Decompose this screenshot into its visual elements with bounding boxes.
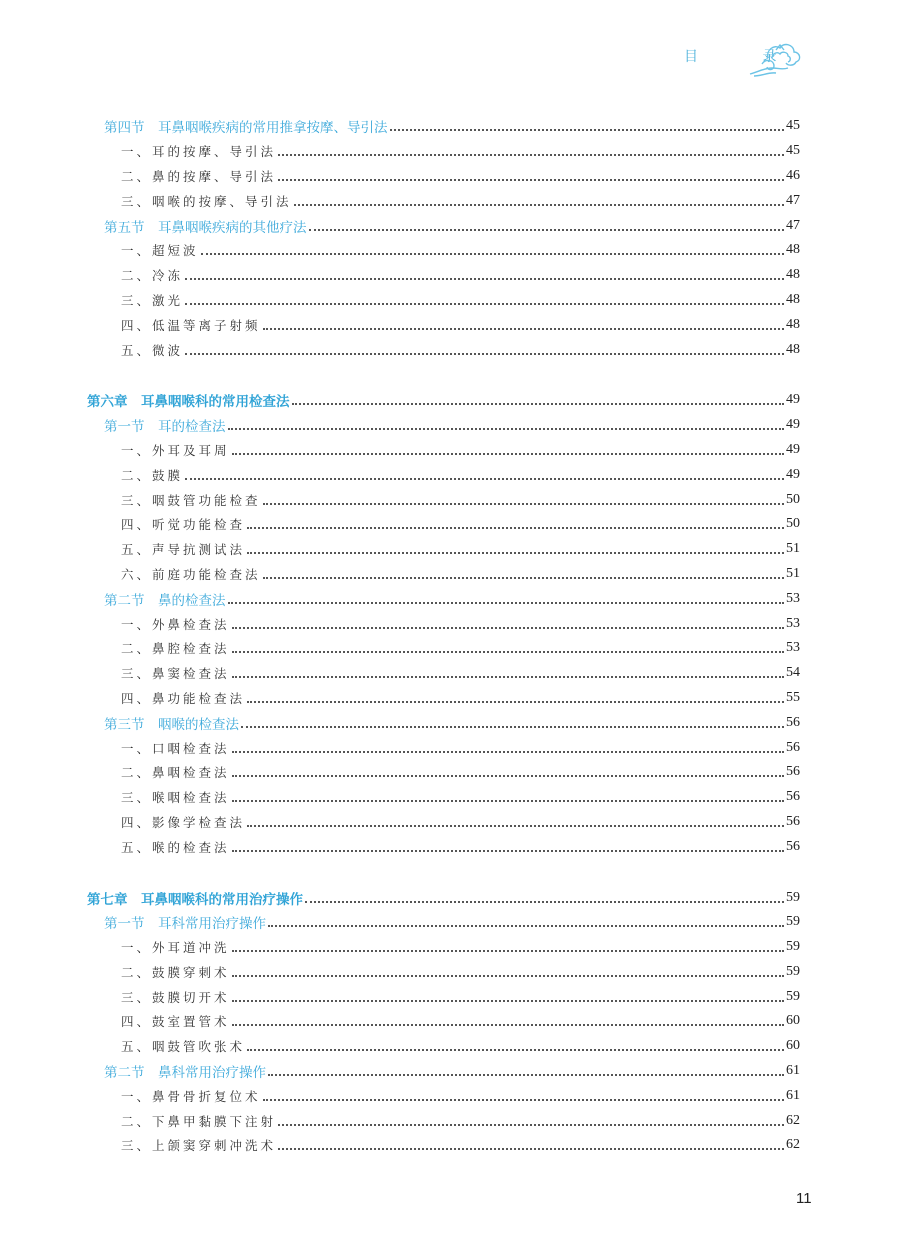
dot-leader xyxy=(232,950,784,952)
toc-entry-page: 53 xyxy=(786,640,800,656)
toc-entry-page: 56 xyxy=(786,714,800,730)
toc-entry-page: 56 xyxy=(786,813,800,829)
toc-entry-title: 第七章 耳鼻咽喉科的常用治疗操作 xyxy=(87,888,305,908)
dot-leader xyxy=(232,453,784,455)
dot-leader xyxy=(228,428,785,430)
toc-entry-page: 60 xyxy=(786,1013,800,1029)
dot-leader xyxy=(232,850,784,852)
toc-item[interactable] xyxy=(0,686,800,711)
toc-entry-page: 56 xyxy=(786,838,800,854)
toc-entry-title: 三、喉咽检查法 xyxy=(121,790,230,806)
toc-entry-title: 四、鼻功能检查法 xyxy=(121,690,246,706)
toc-entry-page: 51 xyxy=(786,541,800,557)
dot-leader xyxy=(232,1000,784,1002)
toc-entry-page: 46 xyxy=(786,167,800,183)
dot-leader xyxy=(232,751,784,753)
toc-entry-page: 47 xyxy=(786,192,800,208)
dot-leader xyxy=(309,229,785,231)
toc-entry-page: 54 xyxy=(786,665,800,681)
dot-leader xyxy=(232,651,784,653)
toc-chapter[interactable] xyxy=(0,388,800,413)
toc-section[interactable] xyxy=(0,586,800,611)
toc-item[interactable] xyxy=(0,810,800,835)
toc-entry-page: 59 xyxy=(786,889,800,905)
toc-entry-page: 48 xyxy=(786,341,800,357)
toc-item[interactable] xyxy=(0,760,800,785)
toc-item[interactable] xyxy=(0,661,800,686)
toc-item[interactable] xyxy=(0,462,800,487)
toc-item[interactable] xyxy=(0,487,800,512)
toc-entry-page: 56 xyxy=(786,764,800,780)
toc-entry-title: 二、下鼻甲黏膜下注射 xyxy=(121,1113,277,1129)
toc-entry-page: 59 xyxy=(786,939,800,955)
dot-leader xyxy=(232,775,784,777)
toc-entry-page: 49 xyxy=(786,392,800,408)
toc-entry-title: 六、前庭功能检查法 xyxy=(121,566,261,582)
dot-leader xyxy=(185,478,784,480)
dot-leader xyxy=(232,975,784,977)
toc-entry-page: 55 xyxy=(786,689,800,705)
toc-entry-title: 第五节 耳鼻咽喉疾病的其他疗法 xyxy=(104,216,309,236)
toc-item[interactable] xyxy=(0,636,800,661)
dot-leader xyxy=(278,1148,784,1150)
dot-leader xyxy=(232,800,784,802)
table-of-contents xyxy=(0,114,900,1184)
dot-leader xyxy=(278,179,784,181)
toc-item[interactable] xyxy=(0,263,800,288)
dot-leader xyxy=(263,1099,784,1101)
toc-group xyxy=(0,388,900,859)
dot-leader xyxy=(278,154,784,156)
toc-group xyxy=(0,885,900,1158)
toc-entry-title: 一、外鼻检查法 xyxy=(121,616,230,632)
toc-item[interactable] xyxy=(0,611,800,636)
toc-entry-title: 四、低温等离子射频 xyxy=(121,317,261,333)
toc-item[interactable] xyxy=(0,1034,800,1059)
toc-entry-title: 五、喉的检查法 xyxy=(121,839,230,855)
toc-item[interactable] xyxy=(0,312,800,337)
toc-entry-title: 四、鼓室置管术 xyxy=(121,1014,230,1030)
page-number: 11 xyxy=(796,1190,812,1207)
dot-leader xyxy=(185,303,784,305)
toc-entry-title: 三、激光 xyxy=(121,292,184,308)
toc-entry-page: 50 xyxy=(786,491,800,507)
toc-entry-title: 五、咽鼓管吹张术 xyxy=(121,1039,246,1055)
toc-entry-title: 第一节 耳科常用治疗操作 xyxy=(104,912,268,932)
toc-entry-title: 五、声导抗测试法 xyxy=(121,542,246,558)
toc-entry-page: 56 xyxy=(786,739,800,755)
toc-entry-title: 三、咽鼓管功能检查 xyxy=(121,492,261,508)
toc-entry-title: 三、上颌窦穿刺冲洗术 xyxy=(121,1138,277,1154)
dot-leader xyxy=(263,503,784,505)
toc-item[interactable] xyxy=(0,984,800,1009)
toc-section[interactable] xyxy=(0,710,800,735)
toc-entry-page: 49 xyxy=(786,417,800,433)
toc-entry-page: 59 xyxy=(786,963,800,979)
toc-entry-title: 一、外耳道冲洗 xyxy=(121,940,230,956)
toc-entry-page: 49 xyxy=(786,441,800,457)
toc-entry-page: 56 xyxy=(786,789,800,805)
dot-leader xyxy=(232,627,784,629)
dot-leader xyxy=(185,278,784,280)
toc-entry-title: 一、超短波 xyxy=(121,243,199,259)
dot-leader xyxy=(268,925,784,927)
dot-leader xyxy=(263,577,784,579)
toc-item[interactable] xyxy=(0,139,800,164)
dot-leader xyxy=(247,527,784,529)
toc-entry-page: 59 xyxy=(786,914,800,930)
toc-item[interactable] xyxy=(0,735,800,760)
toc-chapter[interactable] xyxy=(0,885,800,910)
toc-entry-title: 第六章 耳鼻咽喉科的常用检查法 xyxy=(87,390,292,410)
dot-leader xyxy=(305,901,784,903)
toc-entry-page: 59 xyxy=(786,988,800,1004)
toc-item[interactable] xyxy=(0,238,800,263)
toc-item[interactable] xyxy=(0,537,800,562)
toc-entry-title: 二、鼻腔检查法 xyxy=(121,641,230,657)
dot-leader xyxy=(232,676,784,678)
toc-item[interactable] xyxy=(0,164,800,189)
toc-item[interactable] xyxy=(0,438,800,463)
toc-entry-page: 45 xyxy=(786,118,800,134)
toc-entry-title: 一、耳的按摩、导引法 xyxy=(121,144,277,160)
toc-section[interactable] xyxy=(0,1059,800,1084)
toc-entry-page: 61 xyxy=(786,1063,800,1079)
toc-entry-title: 第二节 鼻的检查法 xyxy=(104,589,228,609)
header-title: 目 录 xyxy=(684,49,807,65)
toc-entry-page: 45 xyxy=(786,143,800,159)
dot-leader xyxy=(185,353,784,355)
dot-leader xyxy=(247,552,784,554)
toc-entry-title: 一、外耳及耳周 xyxy=(121,442,230,458)
toc-entry-title: 四、听觉功能检查 xyxy=(121,517,246,533)
toc-entry-page: 48 xyxy=(786,267,800,283)
toc-entry-title: 三、鼻窦检查法 xyxy=(121,666,230,682)
toc-entry-title: 二、鼻咽检查法 xyxy=(121,765,230,781)
toc-entry-title: 一、口咽检查法 xyxy=(121,740,230,756)
toc-entry-title: 二、鼻的按摩、导引法 xyxy=(121,168,277,184)
toc-item[interactable] xyxy=(0,935,800,960)
toc-item[interactable] xyxy=(0,562,800,587)
toc-entry-page: 48 xyxy=(786,242,800,258)
toc-entry-page: 47 xyxy=(786,217,800,233)
toc-item[interactable] xyxy=(0,960,800,985)
cloud-ornament-icon xyxy=(748,38,804,80)
dot-leader xyxy=(294,204,784,206)
toc-section[interactable] xyxy=(0,910,800,935)
dot-leader xyxy=(390,129,785,131)
toc-entry-page: 62 xyxy=(786,1137,800,1153)
dot-leader xyxy=(292,403,785,405)
dot-leader xyxy=(263,328,784,330)
toc-entry-title: 五、微波 xyxy=(121,342,184,358)
toc-entry-title: 第四节 耳鼻咽喉疾病的常用推拿按摩、导引法 xyxy=(104,116,390,136)
toc-item[interactable] xyxy=(0,1083,800,1108)
toc-entry-title: 二、鼓膜 xyxy=(121,467,184,483)
toc-entry-page: 50 xyxy=(786,516,800,532)
toc-entry-page: 53 xyxy=(786,590,800,606)
toc-entry-title: 二、鼓膜穿刺术 xyxy=(121,964,230,980)
toc-item[interactable] xyxy=(0,512,800,537)
toc-entry-title: 第三节 咽喉的检查法 xyxy=(104,713,241,733)
dot-leader xyxy=(201,253,784,255)
dot-leader xyxy=(241,726,784,728)
toc-entry-title: 一、鼻骨骨折复位术 xyxy=(121,1088,261,1104)
toc-item[interactable] xyxy=(0,1009,800,1034)
dot-leader xyxy=(232,1024,784,1026)
toc-entry-page: 49 xyxy=(786,466,800,482)
toc-entry-page: 60 xyxy=(786,1038,800,1054)
dot-leader xyxy=(228,602,785,604)
toc-entry-title: 二、冷冻 xyxy=(121,268,184,284)
toc-group xyxy=(0,114,900,362)
toc-entry-title: 四、影像学检查法 xyxy=(121,814,246,830)
toc-item[interactable] xyxy=(0,337,800,362)
toc-item[interactable] xyxy=(0,188,800,213)
toc-entry-title: 三、咽喉的按摩、导引法 xyxy=(121,193,292,209)
toc-entry-title: 第一节 耳的检查法 xyxy=(104,415,228,435)
toc-item[interactable] xyxy=(0,834,800,859)
dot-leader xyxy=(247,825,784,827)
toc-entry-page: 48 xyxy=(786,316,800,332)
toc-section[interactable] xyxy=(0,413,800,438)
toc-entry-page: 53 xyxy=(786,615,800,631)
toc-entry-title: 第二节 鼻科常用治疗操作 xyxy=(104,1061,268,1081)
toc-item[interactable] xyxy=(0,1133,800,1158)
toc-item[interactable] xyxy=(0,1108,800,1133)
dot-leader xyxy=(268,1074,784,1076)
toc-entry-title: 三、鼓膜切开术 xyxy=(121,989,230,1005)
toc-entry-page: 51 xyxy=(786,565,800,581)
dot-leader xyxy=(247,1049,784,1051)
dot-leader xyxy=(247,701,784,703)
toc-section[interactable] xyxy=(0,213,800,238)
toc-section[interactable] xyxy=(0,114,800,139)
toc-entry-page: 62 xyxy=(786,1112,800,1128)
toc-item[interactable] xyxy=(0,288,800,313)
dot-leader xyxy=(278,1124,784,1126)
toc-item[interactable] xyxy=(0,785,800,810)
toc-entry-page: 48 xyxy=(786,291,800,307)
toc-entry-page: 61 xyxy=(786,1087,800,1103)
